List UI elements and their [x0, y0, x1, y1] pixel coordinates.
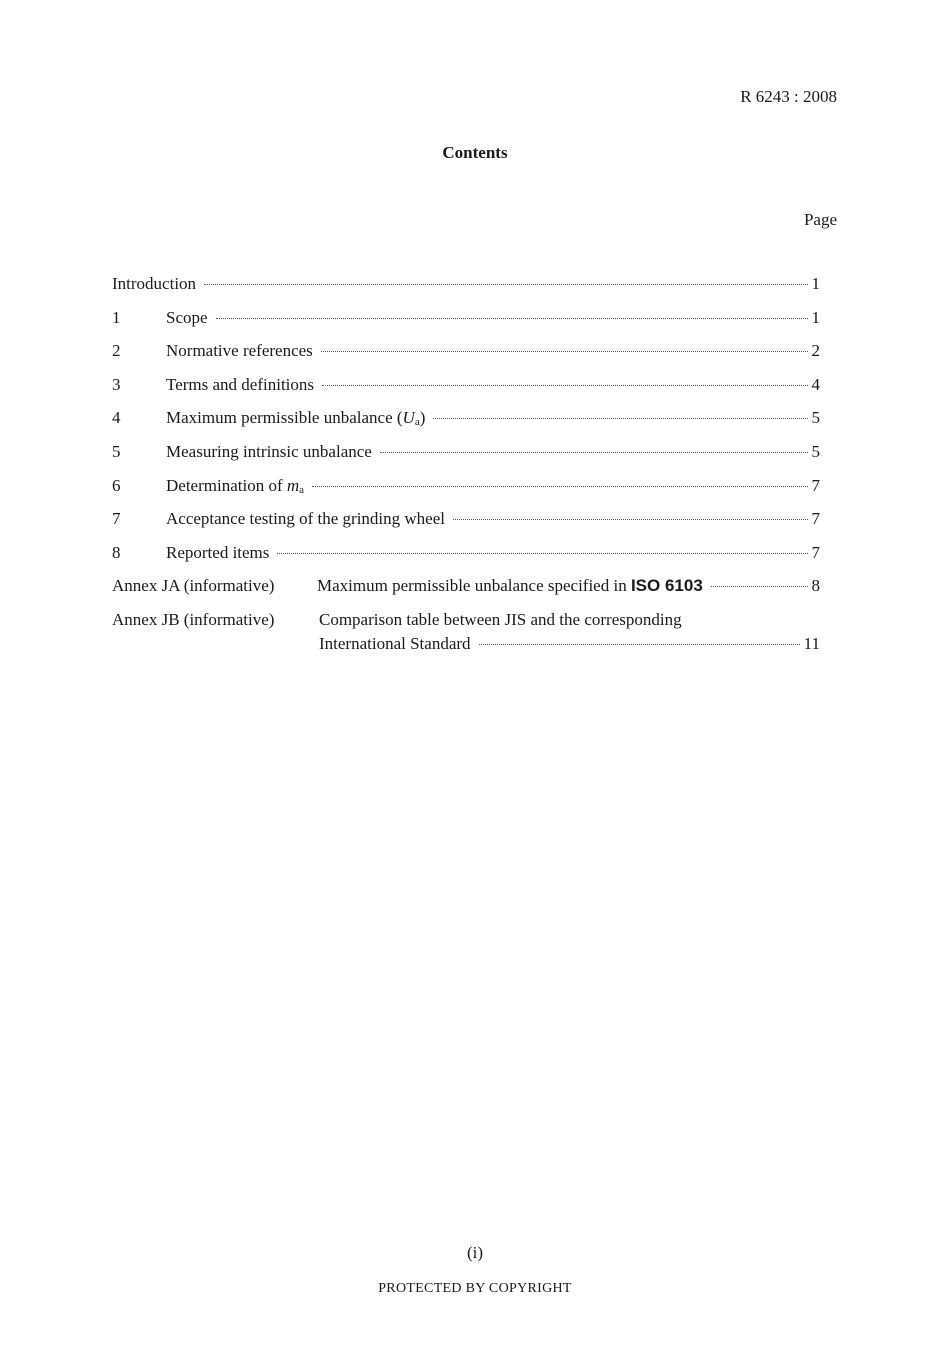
toc-entry-page: 7: [811, 475, 820, 495]
toc-entry-annex-jb[interactable]: [112, 610, 820, 654]
toc-entry-number: 3: [112, 374, 121, 394]
annex-label: Annex JB (informative): [112, 609, 275, 629]
annex-title-line2-row: [319, 634, 820, 654]
leader-dots: [479, 644, 800, 645]
leader-dots: [204, 284, 807, 285]
toc-entry-4[interactable]: [112, 408, 820, 442]
leader-dots: [380, 452, 808, 453]
leader-dots: [312, 486, 807, 487]
leader-dots: [453, 519, 808, 520]
toc-entry-page: 8: [811, 576, 820, 596]
toc-entry-5[interactable]: [112, 442, 820, 476]
annex-label: Annex JA (informative): [112, 576, 275, 596]
toc-entry-annex-ja[interactable]: [112, 576, 820, 610]
toc-entry-number: 1: [112, 307, 121, 327]
toc-entry-label: Introduction: [112, 274, 197, 293]
symbol-variable: m: [286, 475, 300, 495]
toc-entry-page: 5: [811, 441, 820, 461]
toc-entry-page: 1: [811, 307, 820, 327]
annex-title: [317, 576, 820, 596]
toc-entry-label: Terms and definitions: [166, 374, 315, 394]
leader-dots: [322, 385, 807, 386]
table-of-contents: [112, 274, 820, 654]
toc-entry-number: 2: [112, 341, 121, 361]
toc-entry-page: 11: [803, 633, 820, 653]
toc-entry-page: 7: [811, 509, 820, 529]
annex-title-text: [317, 576, 703, 596]
toc-entry-number: 5: [112, 441, 121, 461]
toc-entry-page: 7: [811, 542, 820, 562]
copyright-notice: PROTECTED BY COPYRIGHT: [378, 1281, 572, 1296]
toc-entry-2[interactable]: [112, 341, 820, 375]
toc-entry-label: Reported items: [166, 542, 270, 562]
toc-entry-8[interactable]: [112, 543, 820, 577]
toc-entry-number: 6: [112, 475, 121, 495]
symbol-subscript: a: [299, 483, 305, 496]
leader-dots: [321, 351, 808, 352]
symbol-subscript: a: [414, 416, 420, 429]
leader-dots: [277, 553, 807, 554]
toc-entry-page: 2: [811, 341, 820, 361]
toc-entry-introduction[interactable]: [112, 274, 820, 308]
toc-entry-number: 8: [112, 542, 121, 562]
annex-title-text-plain: Maximum permissible unbalance specified in: [317, 576, 631, 596]
label-text: Maximum permissible unbalance (: [166, 408, 403, 428]
page-folio: (i): [466, 1243, 484, 1262]
toc-entry-label: Measuring intrinsic unbalance: [166, 441, 372, 461]
toc-entry-number: 7: [112, 509, 121, 529]
annex-title-standard: ISO 6103: [630, 576, 703, 596]
toc-entry-label: [166, 408, 425, 428]
annex-title-line1: Comparison table between JIS and the corresponding: [319, 609, 682, 629]
document-number: R 6243 : 2008: [740, 87, 837, 106]
toc-entry-1[interactable]: [112, 308, 820, 342]
leader-dots: [433, 418, 807, 419]
leader-dots: [711, 586, 808, 587]
annex-title-line2: International Standard: [319, 633, 471, 653]
toc-entry-number: 4: [112, 408, 121, 428]
symbol-variable: U: [402, 408, 415, 428]
toc-entry-label: Scope: [166, 307, 208, 327]
leader-dots: [216, 318, 808, 319]
toc-entry-7[interactable]: [112, 509, 820, 543]
toc-entry-label: Normative references: [166, 341, 313, 361]
toc-entry-3[interactable]: [112, 375, 820, 409]
toc-entry-6[interactable]: [112, 476, 820, 510]
label-text: ): [419, 408, 426, 428]
toc-entry-page: 5: [811, 408, 820, 428]
toc-entry-page: 1: [811, 274, 820, 293]
toc-entry-label: [166, 476, 304, 496]
page-title: Contents: [442, 143, 508, 162]
label-text: Determination of: [166, 475, 287, 495]
annex-title: [319, 610, 820, 654]
page-column-heading: Page: [803, 210, 837, 229]
toc-entry-page: 4: [811, 374, 820, 394]
toc-entry-label: Acceptance testing of the grinding wheel: [166, 509, 445, 529]
